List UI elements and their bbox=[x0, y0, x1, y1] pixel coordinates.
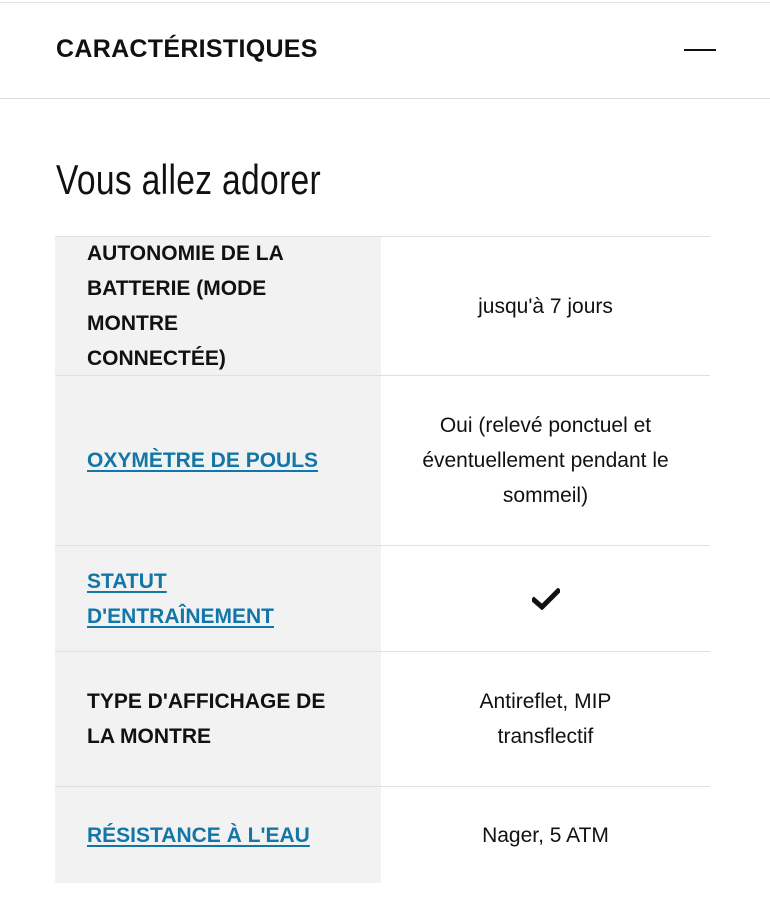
spec-link-pulse-ox[interactable]: OXYMÈTRE DE POULS bbox=[87, 449, 319, 472]
spec-link-water-resistance[interactable]: RÉSISTANCE À L'EAU bbox=[87, 823, 310, 847]
spec-value: Nager, 5 ATM bbox=[482, 823, 609, 847]
spec-row-pulse-ox bbox=[55, 375, 710, 545]
spec-label bbox=[55, 652, 381, 786]
spec-value bbox=[381, 376, 710, 545]
spec-row-training-status bbox=[55, 545, 710, 651]
section-heading: Vous allez adorer bbox=[56, 156, 322, 203]
spec-value: jusqu'à 7 jours bbox=[478, 294, 613, 318]
spec-value bbox=[381, 652, 710, 786]
spec-label-text: TYPE D'AFFICHAGE DE LA MONTRE bbox=[87, 690, 326, 748]
spec-link-training-status[interactable]: STATUT D'ENTRAÎNEMENT bbox=[87, 569, 274, 628]
checkmark-icon bbox=[532, 588, 560, 610]
spec-row-water-resistance bbox=[55, 786, 710, 883]
minus-icon[interactable] bbox=[684, 49, 716, 51]
spec-label bbox=[55, 376, 381, 545]
spec-label bbox=[55, 787, 381, 883]
spec-row-battery bbox=[55, 236, 710, 375]
spec-label bbox=[55, 546, 381, 651]
spec-table bbox=[55, 236, 710, 883]
spec-label bbox=[55, 237, 381, 375]
accordion-title: CARACTÉRISTIQUES bbox=[56, 35, 318, 63]
spec-label-text: AUTONOMIE DE LA BATTERIE (MODE MONTRE CONNECTÉE) bbox=[87, 242, 284, 370]
spec-value-text: Oui (relevé ponctuel et éventuellement pendant le sommeil) bbox=[422, 414, 669, 507]
accordion-header-characteristics[interactable] bbox=[0, 3, 770, 99]
spec-row-display-type bbox=[55, 651, 710, 786]
spec-value bbox=[381, 546, 710, 651]
spec-value-text: Antireflet, MIP transflectif bbox=[479, 690, 612, 748]
